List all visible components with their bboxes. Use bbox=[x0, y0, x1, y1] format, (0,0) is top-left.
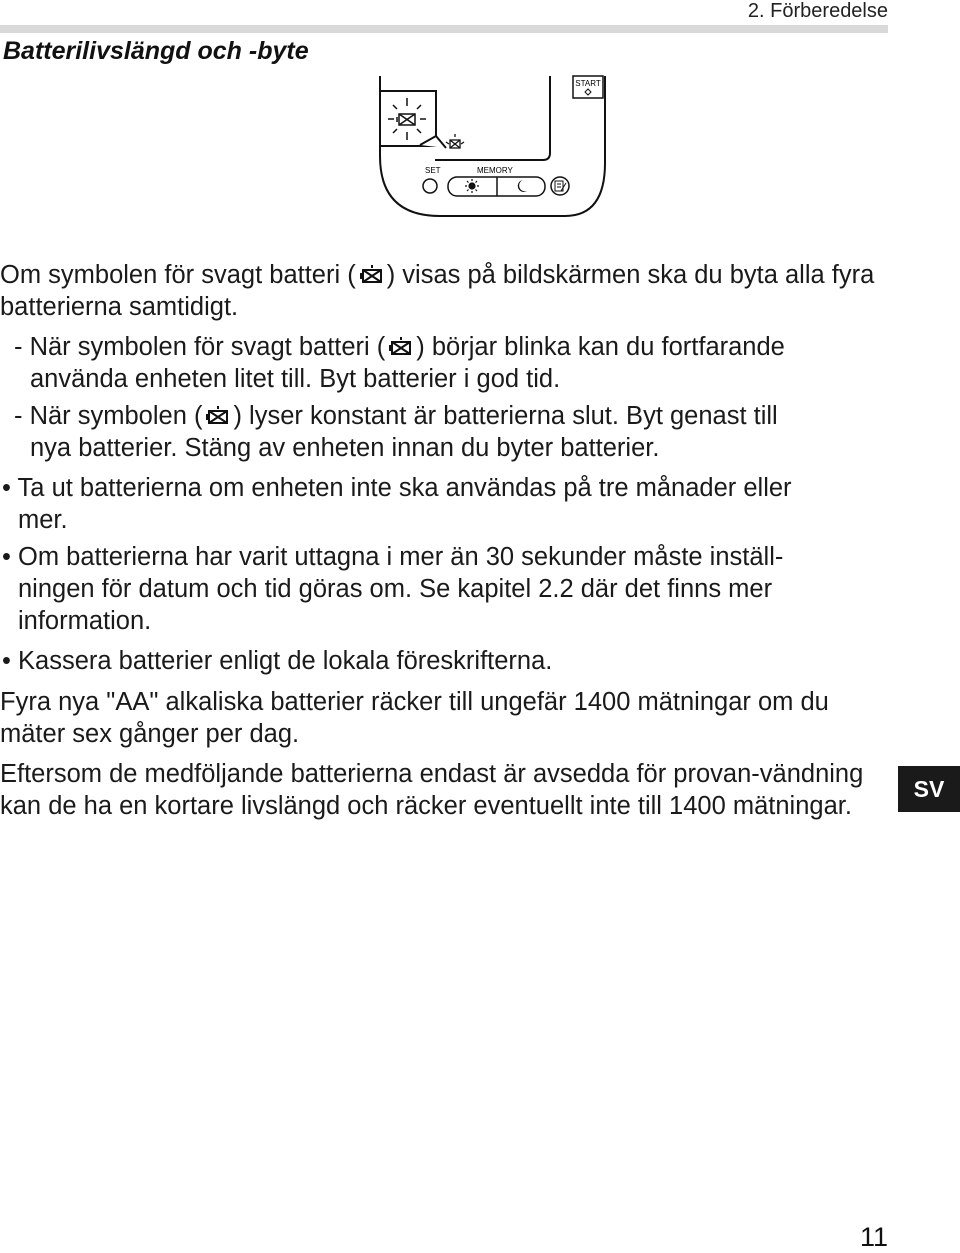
section-label: 2. Förberedelse bbox=[747, 0, 888, 22]
battery-low-icon bbox=[387, 336, 414, 358]
blinking-note: - När symbolen för svagt batteri ( ) börjar blinka kan du fortfarande använda enheten litet till. Byt batterier i god tid. bbox=[14, 333, 785, 393]
svg-text:START: START bbox=[575, 79, 601, 88]
bullet-item: • Ta ut batterierna om enheten inte ska användas på tre månader eller mer. bbox=[2, 474, 792, 534]
start-button bbox=[573, 76, 603, 98]
page-title: Batterilivslängd och -byte bbox=[3, 37, 309, 65]
intro-paragraph: Om symbolen för svagt batteri ( ) visas på bildskärmen ska du byta alla fyra batterierna samtidigt. bbox=[0, 261, 875, 321]
battery-low-icon bbox=[204, 405, 231, 427]
moon-icon bbox=[518, 180, 527, 192]
memory-label: MEMORY bbox=[477, 166, 513, 175]
display-battery-icon bbox=[446, 134, 464, 148]
battery-callout bbox=[380, 91, 446, 148]
note-button bbox=[551, 177, 569, 195]
language-badge: SV bbox=[898, 766, 960, 812]
page-number: 11 bbox=[859, 1222, 888, 1252]
header-rule bbox=[0, 25, 888, 33]
included-batteries-paragraph: Eftersom de medföljande batterierna endast är avsedda för provan-vändning kan de ha en kortare livslängd och räcker eventuellt inte till 1400 mätningar. bbox=[0, 760, 864, 820]
monitor-illustration bbox=[350, 68, 640, 228]
bullet-item: • Kassera batterier enligt de lokala föreskrifterna. bbox=[2, 647, 553, 675]
constant-note: - När symbolen ( ) lyser konstant är batterierna slut. Byt genast till nya batterier. Stäng av enheten innan du byter batterier. bbox=[14, 402, 778, 462]
set-label: SET bbox=[425, 166, 441, 175]
battery-low-icon bbox=[358, 264, 385, 286]
sun-icon bbox=[465, 179, 479, 193]
battery-life-paragraph: Fyra nya "AA" alkaliska batterier räcker till ungefär 1400 mätningar om du mäter sex gånger per dag. bbox=[0, 688, 829, 748]
set-button bbox=[423, 179, 437, 193]
bullet-item: • Om batterierna har varit uttagna i mer än 30 sekunder måste inställ- ningen för datum och tid göras om. Se kapitel 2.2 där det finns mer information. bbox=[2, 543, 784, 635]
